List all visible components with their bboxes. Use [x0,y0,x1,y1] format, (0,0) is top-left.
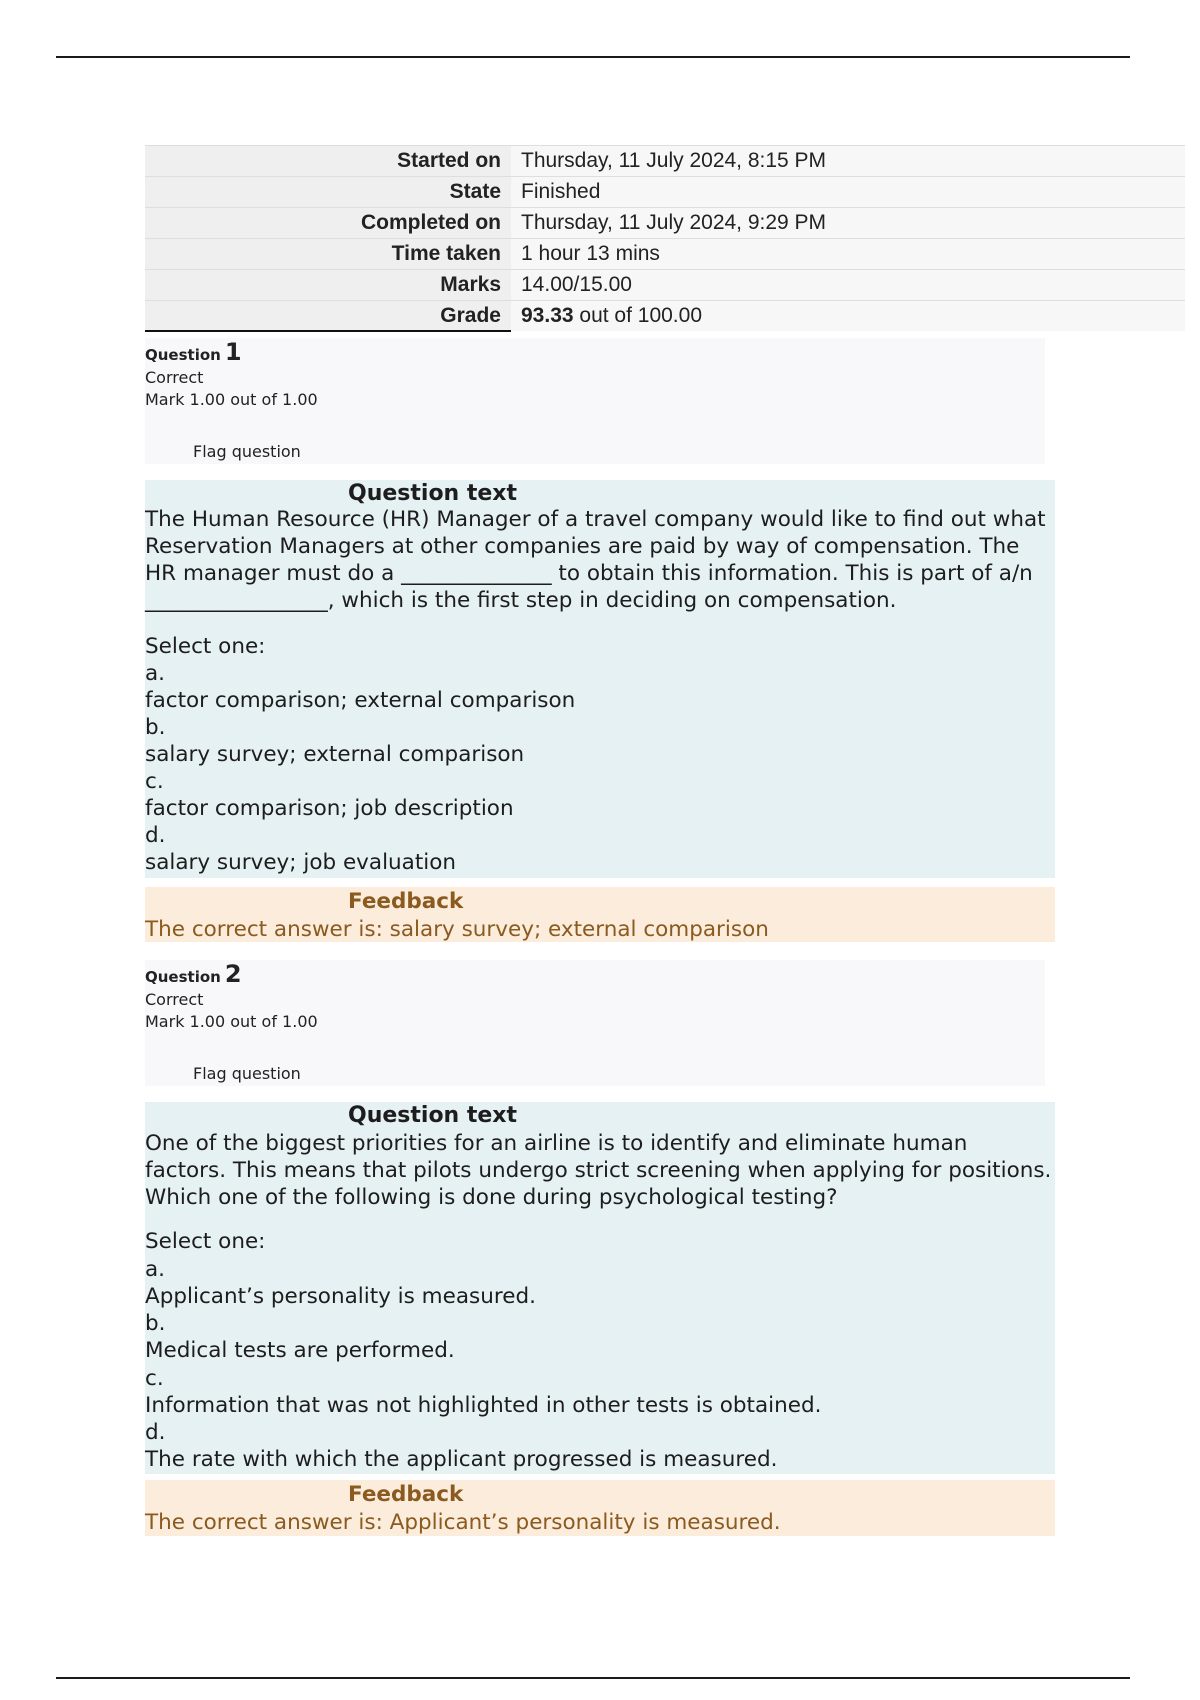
option-letter-a[interactable]: a. [145,1257,166,1282]
option-text-a[interactable]: factor comparison; external comparison [145,688,576,713]
bottom-rule [56,1677,1130,1679]
summary-row-started-on [145,146,1185,177]
question-text-block-1 [145,480,1055,878]
question-info-2 [145,960,1045,1086]
flag-question-link[interactable]: Flag question [193,1064,301,1083]
question-mark: Mark 1.00 out of 1.00 [145,390,318,409]
summary-value [511,301,1185,332]
select-one-label: Select one: [145,1229,266,1254]
question-info-1 [145,338,1045,464]
option-letter-c[interactable]: c. [145,769,164,794]
question-state: Correct [145,990,204,1009]
summary-row-marks [145,270,1185,301]
summary-row-completed-on [145,208,1185,239]
option-text-b[interactable]: Medical tests are performed. [145,1338,455,1363]
question-number: 1 [224,338,242,366]
attempt-summary-table [145,145,1185,332]
option-letter-a[interactable]: a. [145,661,166,686]
question-text-block-2 [145,1102,1059,1474]
option-text-d[interactable]: salary survey; job evaluation [145,850,457,875]
option-text-a[interactable]: Applicant’s personality is measured. [145,1284,536,1309]
summary-value: Thursday, 11 July 2024, 9:29 PM [511,208,1185,239]
question-number: 2 [224,960,242,988]
feedback-heading: Feedback [348,1482,464,1507]
option-text-c[interactable]: factor comparison; job description [145,796,514,821]
question-label: Question [145,346,221,364]
feedback-text: The correct answer is: Applicant’s personality is measured. [145,1510,781,1535]
summary-value: Finished [511,177,1185,208]
question-number-line [145,338,242,366]
summary-label: Completed on [145,208,511,239]
flag-question-link[interactable]: Flag question [193,442,301,461]
question-prompt: The Human Resource (HR) Manager of a travel company would like to find out what Reservation Managers at other companies are paid by way of compensation. The HR manager must do a ______________ to obtain this information. This is part of a/n _________________, which is the first step in deciding on compensation. [145,507,1053,613]
summary-row-state [145,177,1185,208]
option-letter-b[interactable]: b. [145,715,166,740]
question-text-heading: Question text [348,481,518,506]
top-rule [56,56,1130,58]
feedback-text: The correct answer is: salary survey; external comparison [145,917,769,942]
summary-row-time-taken [145,239,1185,270]
option-letter-c[interactable]: c. [145,1366,164,1391]
select-one-label: Select one: [145,634,266,659]
option-text-d[interactable]: The rate with which the applicant progressed is measured. [145,1447,778,1472]
grade-out-of: out of 100.00 [573,304,703,327]
summary-label: Started on [145,146,511,177]
summary-label: Grade [145,301,511,332]
option-letter-b[interactable]: b. [145,1311,166,1336]
question-number-line [145,960,242,988]
feedback-heading: Feedback [348,889,464,914]
question-mark: Mark 1.00 out of 1.00 [145,1012,318,1031]
option-text-c[interactable]: Information that was not highlighted in other tests is obtained. [145,1393,822,1418]
summary-label: Time taken [145,239,511,270]
feedback-block-2 [145,1480,1055,1536]
summary-label: State [145,177,511,208]
summary-value: 1 hour 13 mins [511,239,1185,270]
grade-value: 93.33 [521,304,574,327]
option-letter-d[interactable]: d. [145,1420,166,1445]
summary-label: Marks [145,270,511,301]
option-text-b[interactable]: salary survey; external comparison [145,742,525,767]
option-letter-d[interactable]: d. [145,823,166,848]
feedback-block-1 [145,887,1055,942]
question-label: Question [145,968,221,986]
summary-row-grade [145,301,1185,332]
question-text-heading: Question text [348,1103,518,1128]
question-prompt: One of the biggest priorities for an airline is to identify and eliminate human factors. This means that pilots undergo strict screening when applying for positions. Which one of the following is done during psychological testing? [145,1131,1059,1210]
question-state: Correct [145,368,204,387]
summary-value: 14.00/15.00 [511,270,1185,301]
summary-value: Thursday, 11 July 2024, 8:15 PM [511,146,1185,177]
